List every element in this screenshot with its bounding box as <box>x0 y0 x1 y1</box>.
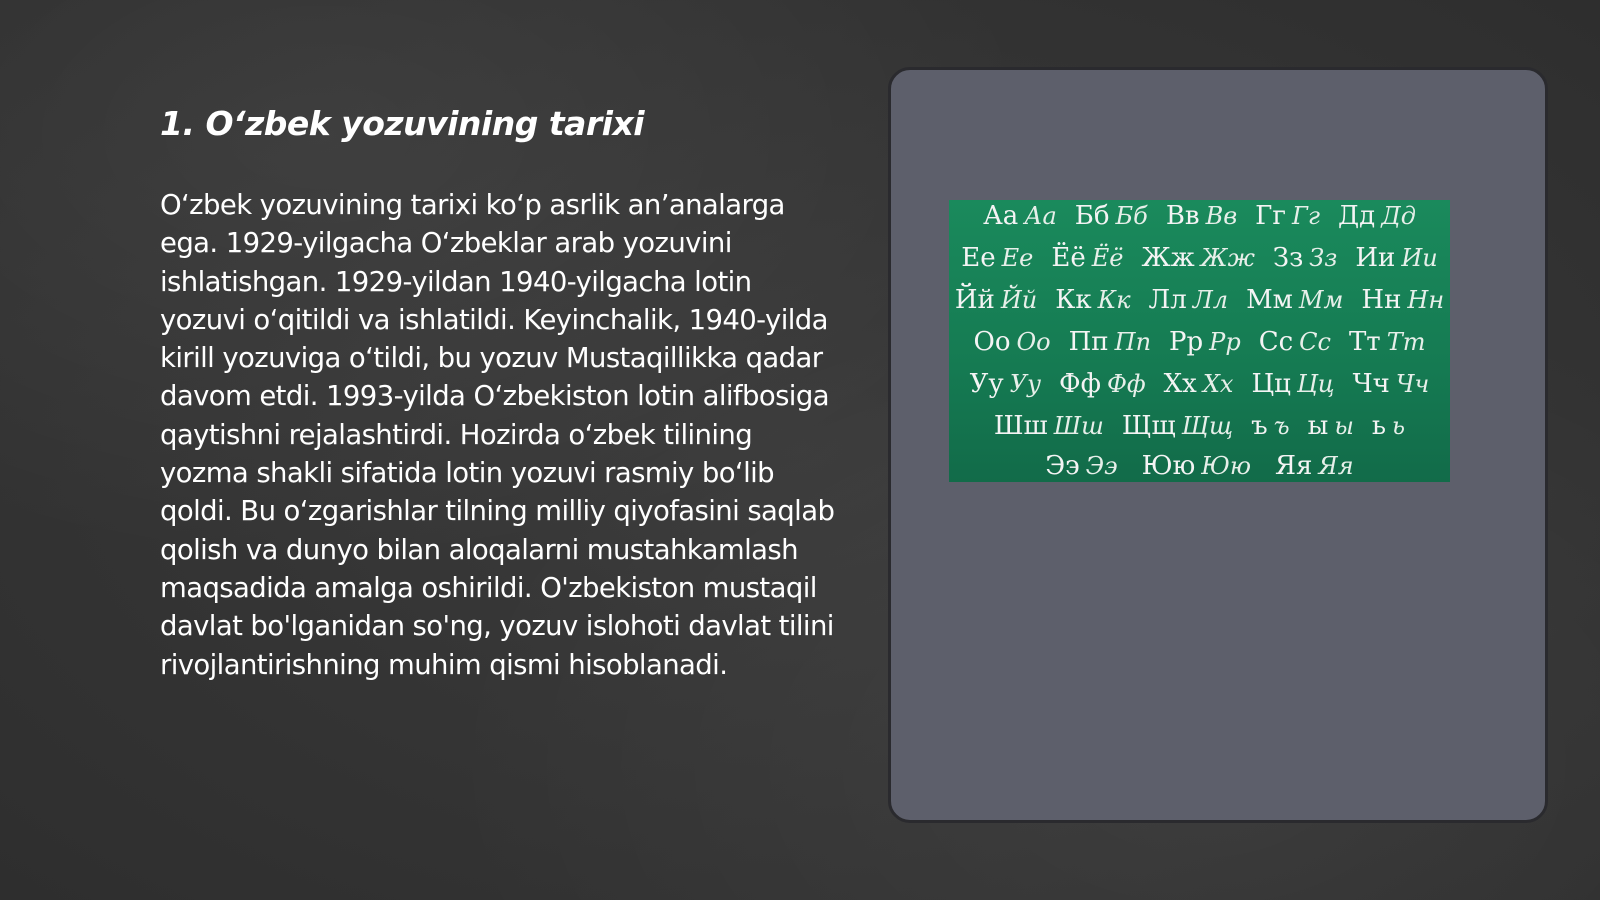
printed-letter: ъ <box>1251 411 1268 441</box>
script-letter: Тт <box>1386 328 1426 356</box>
letter-pair <box>955 285 1037 315</box>
printed-letter: Ии <box>1355 243 1396 273</box>
printed-letter: Сс <box>1258 327 1294 357</box>
script-letter: Лл <box>1192 286 1229 314</box>
script-letter: Чч <box>1395 370 1430 398</box>
script-letter: Щщ <box>1181 412 1234 440</box>
printed-letter: Щщ <box>1121 411 1176 441</box>
letter-pair <box>1169 327 1241 357</box>
printed-letter: Шш <box>993 411 1048 441</box>
printed-letter: Яя <box>1275 451 1313 481</box>
printed-letter: Нн <box>1361 285 1402 315</box>
printed-letter: Ёё <box>1051 243 1086 273</box>
printed-letter: Оо <box>973 327 1011 357</box>
printed-letter: Гг <box>1255 201 1287 231</box>
letter-pair <box>1349 327 1426 357</box>
printed-letter: Аа <box>983 201 1019 231</box>
letter-pair <box>1251 369 1334 399</box>
letter-pair <box>983 201 1057 231</box>
slide-title: 1. O‘zbek yozuvining tarixi <box>160 104 645 143</box>
script-letter: Кк <box>1097 286 1131 314</box>
script-letter: Зз <box>1309 244 1338 272</box>
printed-letter: Вв <box>1165 201 1200 231</box>
cyrillic-alphabet-board-image <box>949 200 1450 482</box>
printed-letter: Зз <box>1272 243 1304 273</box>
letter-pair <box>1251 411 1290 441</box>
printed-letter: Мм <box>1246 285 1293 315</box>
script-letter: Ее <box>1001 244 1034 272</box>
script-letter: Жж <box>1200 244 1255 272</box>
script-letter: Уу <box>1009 370 1041 398</box>
letter-pair <box>1361 285 1444 315</box>
letter-pair <box>1338 201 1416 231</box>
printed-letter: Тт <box>1348 327 1381 357</box>
letter-pair <box>1166 201 1237 231</box>
printed-letter: Кк <box>1055 285 1092 315</box>
letter-pair <box>1164 369 1234 399</box>
letter-pair <box>1122 411 1233 441</box>
letter-pair <box>1273 243 1337 273</box>
script-letter: Вв <box>1205 202 1238 230</box>
letter-pair <box>1069 327 1151 357</box>
script-letter: Мм <box>1298 286 1344 314</box>
alphabet-row <box>949 406 1450 446</box>
script-letter: Яя <box>1318 452 1354 480</box>
letter-pair <box>1372 411 1405 441</box>
script-letter: ы <box>1334 412 1354 440</box>
printed-letter: Чч <box>1352 369 1390 399</box>
letter-pair <box>1308 411 1354 441</box>
script-letter: Оо <box>1016 328 1051 356</box>
script-letter: Дд <box>1381 202 1416 230</box>
script-letter: Рр <box>1209 328 1241 356</box>
alphabet-row <box>949 322 1450 362</box>
script-letter: Фф <box>1106 370 1146 398</box>
letter-pair <box>1255 201 1320 231</box>
letter-pair <box>1075 201 1148 231</box>
script-letter: Шш <box>1053 412 1104 440</box>
printed-letter: Бб <box>1074 201 1110 231</box>
letter-pair <box>1142 451 1251 481</box>
printed-letter: Хх <box>1163 369 1197 399</box>
printed-letter: Жж <box>1141 243 1195 273</box>
alphabet-row <box>949 446 1450 482</box>
printed-letter: Цц <box>1251 369 1291 399</box>
letter-pair <box>974 327 1051 357</box>
letter-pair <box>1246 285 1343 315</box>
alphabet-row <box>949 364 1450 404</box>
letter-pair <box>961 243 1033 273</box>
script-letter: ь <box>1392 412 1406 440</box>
letter-pair <box>1055 285 1130 315</box>
script-letter: Йй <box>1000 286 1038 314</box>
script-letter: Цц <box>1296 370 1335 398</box>
printed-letter: Юю <box>1141 451 1196 481</box>
alphabet-row <box>949 280 1450 320</box>
letter-pair <box>1051 243 1123 273</box>
script-letter: Ии <box>1401 244 1438 272</box>
printed-letter: ь <box>1371 411 1387 441</box>
script-letter: Аа <box>1024 202 1057 230</box>
script-letter: Юю <box>1201 452 1252 480</box>
printed-letter: Йй <box>954 285 995 315</box>
alphabet-row <box>949 238 1450 278</box>
letter-pair <box>1149 285 1229 315</box>
printed-letter: Рр <box>1169 327 1204 357</box>
script-letter: Бб <box>1115 202 1148 230</box>
letter-pair <box>1141 243 1254 273</box>
printed-letter: Ее <box>961 243 996 273</box>
script-letter: Гг <box>1292 202 1321 230</box>
letter-pair <box>1355 243 1437 273</box>
letter-pair <box>1259 327 1331 357</box>
script-letter: Сс <box>1299 328 1331 356</box>
slide-body-text: O‘zbek yozuvining tarixi ko‘p asrlik an’analarga ega. 1929-yilgacha O‘zbeklar arab yozuvini ishlatishgan. 1929-yildan 1940-yilgacha lotin yozuvi o‘qitildi va ishlatildi. Keyinchalik, 1940-yilda kirill yozuviga o‘tildi, bu yozuv Mustaqillikka qadar davom etdi. 1993-yilda O‘zbekiston lotin alifbosiga qaytishni rejalashtirdi. Hozirda o‘zbek tilining yozma shakli sifatida lotin yozuvi rasmiy bo‘lib qoldi. Bu o‘zgarishlar tilning milliy qiyofasini saqlab qolish va dunyo bilan aloqalarni mustahkamlash maqsadida amalga oshirildi. O'zbekiston mustaqil davlat bo'lganidan so'ng, yozuv islohoti davlat tilini rivojlantirishning muhim qismi hisoblanadi. <box>160 189 835 681</box>
printed-letter: Дд <box>1338 201 1376 231</box>
letter-pair <box>1275 451 1354 481</box>
printed-letter: Уу <box>969 369 1004 399</box>
script-letter: Ээ <box>1085 452 1118 480</box>
letter-pair <box>1353 369 1430 399</box>
printed-letter: Лл <box>1148 285 1187 315</box>
letter-pair <box>1045 451 1117 481</box>
letter-pair <box>970 369 1041 399</box>
alphabet-row <box>949 200 1450 236</box>
printed-letter: ы <box>1307 411 1329 441</box>
letter-pair <box>1059 369 1146 399</box>
printed-letter: Пп <box>1068 327 1109 357</box>
script-letter: Ёё <box>1091 244 1124 272</box>
letter-pair <box>994 411 1104 441</box>
printed-letter: Фф <box>1059 369 1101 399</box>
script-letter: ъ <box>1273 412 1290 440</box>
script-letter: Нн <box>1407 286 1445 314</box>
script-letter: Пп <box>1114 328 1152 356</box>
script-letter: Хх <box>1202 370 1234 398</box>
printed-letter: Ээ <box>1045 451 1080 481</box>
